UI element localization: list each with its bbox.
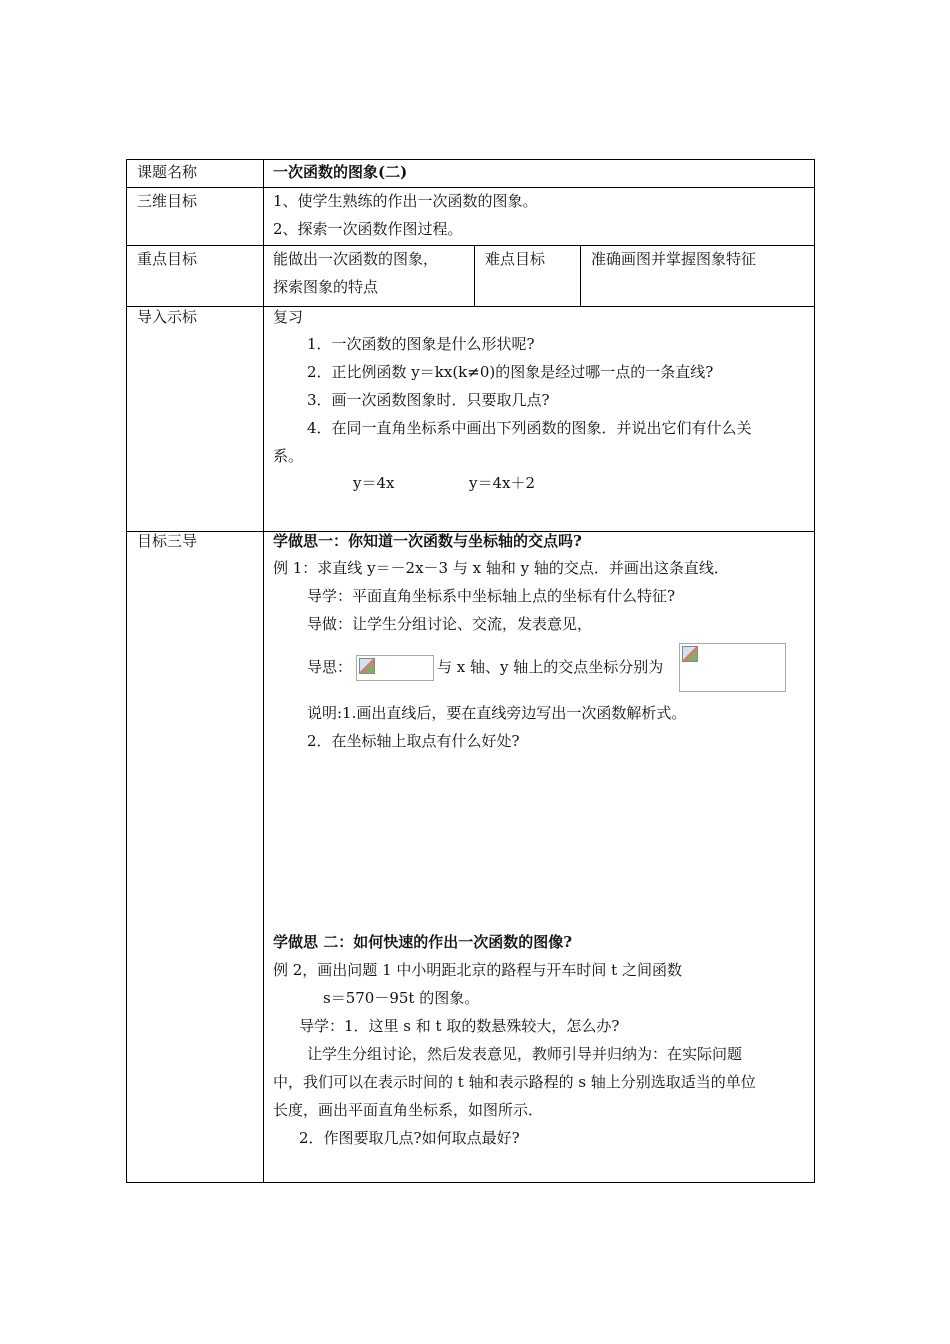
guide-text: 导学：平面直角坐标系中坐标轴上点的坐标有什么特征? <box>307 587 676 605</box>
example-text: s＝570－95t 的图象。 <box>323 989 480 1007</box>
formula-image-placeholder <box>679 643 786 692</box>
intro-label: 导入示标 <box>137 308 198 326</box>
broken-image-icon <box>359 658 375 674</box>
paragraph-line: 让学生分组讨论，然后发表意见，教师引导并归纳为：在实际问题 <box>307 1045 743 1063</box>
row-divider <box>127 306 814 307</box>
note-text: 2．在坐标轴上取点有什么好处? <box>307 732 520 750</box>
intro-question: 3．画一次函数图象时．只要取几点? <box>307 391 550 409</box>
intro-question: 2．正比例函数 y＝kx(k≠0)的图象是经过哪一点的一条直线? <box>307 363 714 381</box>
lesson-title: 一次函数的图象(二) <box>273 163 408 181</box>
goal-item: 1、使学生熟练的作出一次函数的图象。 <box>273 192 538 210</box>
section-heading: 学做思一：你知道一次函数与坐标轴的交点吗? <box>273 532 582 550</box>
paragraph-line: 长度，画出平面直角坐标系，如图所示． <box>273 1101 544 1119</box>
goals-label: 三维目标 <box>137 192 198 210</box>
function-formula: y＝4x <box>353 474 395 492</box>
broken-image-icon <box>682 646 698 662</box>
guide-text: 导学：1．这里 s 和 t 取的数悬殊较大，怎么办? <box>299 1017 620 1035</box>
guide-text: 与 x 轴、y 轴上的交点坐标分别为 <box>437 658 664 676</box>
note-text: 说明:1.画出直线后，要在直线旁边写出一次函数解析式。 <box>307 704 687 722</box>
guide-text: 导做：让学生分组讨论、交流，发表意见， <box>307 615 593 633</box>
paragraph-line: 中，我们可以在表示时间的 t 轴和表示路程的 s 轴上分别选取适当的单位 <box>273 1073 756 1091</box>
difficulty-label: 难点目标 <box>485 250 546 268</box>
intro-question: 4．在同一直角坐标系中画出下列函数的图象．并说出它们有什么关 <box>307 419 752 437</box>
guide-text: 2．作图要取几点?如何取点最好? <box>299 1129 520 1147</box>
intro-question: 系。 <box>273 447 304 465</box>
row-divider <box>127 245 814 246</box>
guide-label: 目标三导 <box>137 532 198 550</box>
difficulty-value: 准确画图并掌握图象特征 <box>591 250 757 268</box>
guide-text: 导思： <box>307 658 353 676</box>
example-text: 例 1：求直线 y＝－2x－3 与 x 轴和 y 轴的交点．并画出这条直线． <box>273 559 729 577</box>
key-label: 重点目标 <box>137 250 198 268</box>
formula-image-placeholder <box>356 655 434 681</box>
row-divider <box>127 187 814 188</box>
section-heading: 学做思 二：如何快速的作出一次函数的图像? <box>273 933 573 951</box>
key-inner-divider <box>474 245 475 306</box>
lesson-plan-table <box>126 159 815 1183</box>
example-text: 例 2，画出问题 1 中小明距北京的路程与开车时间 t 之间函数 <box>273 961 682 979</box>
intro-question: 1．一次函数的图象是什么形状呢? <box>307 335 535 353</box>
title-label: 课题名称 <box>137 163 198 181</box>
function-formula: y＝4x＋2 <box>469 474 536 492</box>
key-inner-divider <box>580 245 581 306</box>
intro-heading: 复习 <box>273 308 304 326</box>
key-value-line: 能做出一次函数的图象， <box>273 250 439 268</box>
goal-item: 2、探索一次函数作图过程。 <box>273 220 463 238</box>
column-divider <box>263 160 264 1182</box>
key-value-line: 探索图象的特点 <box>273 278 379 296</box>
